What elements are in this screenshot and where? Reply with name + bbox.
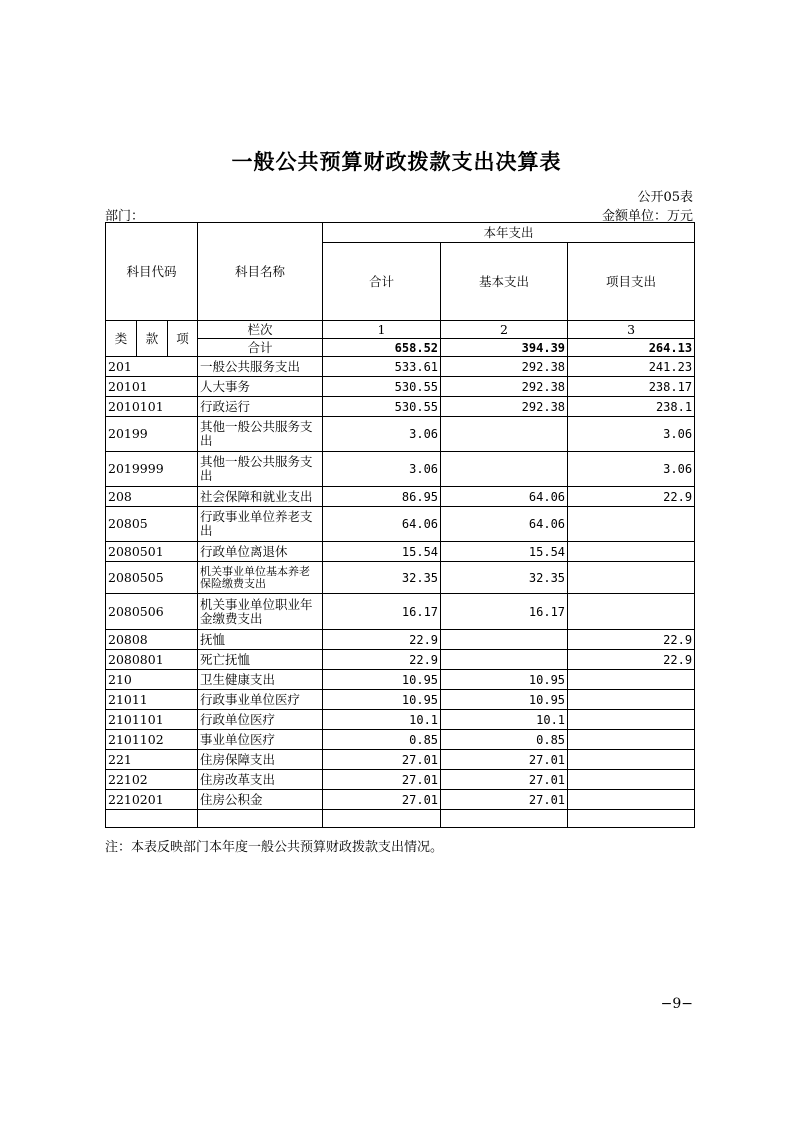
row-total: 530.55: [323, 397, 441, 417]
table-row: [106, 562, 695, 594]
table-row: [106, 750, 695, 770]
table-row: [106, 730, 695, 750]
row-name: 机关事业单位基本养老保险缴费支出: [198, 562, 323, 594]
row-total: 10.95: [323, 670, 441, 690]
header-col1: 1: [323, 321, 441, 339]
row-total: 27.01: [323, 750, 441, 770]
row-project: [568, 730, 695, 750]
row-basic: 27.01: [441, 770, 568, 790]
row-total: 15.54: [323, 542, 441, 562]
row-basic: [441, 630, 568, 650]
header-subject-name: 科目名称: [198, 223, 323, 321]
row-code: 2080505: [106, 562, 198, 594]
header-project: 项目支出: [568, 243, 695, 321]
row-code: 2080501: [106, 542, 198, 562]
header-total: 合计: [323, 243, 441, 321]
row-project: 22.9: [568, 630, 695, 650]
table-row: [106, 810, 695, 828]
row-name: 事业单位医疗: [198, 730, 323, 750]
table-row: [106, 650, 695, 670]
row-total: 86.95: [323, 487, 441, 507]
row-basic: [441, 810, 568, 828]
row-basic: 10.1: [441, 710, 568, 730]
row-project: [568, 594, 695, 630]
row-name: 住房改革支出: [198, 770, 323, 790]
row-project: [568, 810, 695, 828]
row-basic: 64.06: [441, 487, 568, 507]
header-lei: 类: [106, 321, 137, 357]
row-code: 2101102: [106, 730, 198, 750]
page-number: −9−: [660, 996, 693, 1012]
row-name: 机关事业单位职业年金缴费支出: [198, 594, 323, 630]
unit-label: 金额单位：万元: [601, 209, 693, 224]
sum-label: 合计: [198, 339, 323, 357]
header-year-expense: 本年支出: [323, 223, 695, 243]
row-project: 3.06: [568, 417, 695, 452]
expense-table: [105, 222, 695, 828]
row-basic: [441, 417, 568, 452]
row-code: 201: [106, 357, 198, 377]
row-name: 行政运行: [198, 397, 323, 417]
row-name: 行政单位离退休: [198, 542, 323, 562]
row-total: 27.01: [323, 790, 441, 810]
table-row: [106, 417, 695, 452]
row-name: 其他一般公共服务支出: [198, 452, 323, 487]
row-total: 16.17: [323, 594, 441, 630]
table-row: [106, 357, 695, 377]
row-basic: 27.01: [441, 750, 568, 770]
row-basic: 64.06: [441, 507, 568, 542]
row-name: 行政事业单位医疗: [198, 690, 323, 710]
row-code: [106, 810, 198, 828]
row-total: 3.06: [323, 417, 441, 452]
row-code: 20101: [106, 377, 198, 397]
page-title: 一般公共预算财政拨款支出决算表: [231, 150, 562, 174]
row-code: 221: [106, 750, 198, 770]
row-total: 0.85: [323, 730, 441, 750]
row-project: [568, 562, 695, 594]
row-total: 32.35: [323, 562, 441, 594]
header-column-no: 栏次: [198, 321, 323, 339]
row-code: 2010101: [106, 397, 198, 417]
row-code: 208: [106, 487, 198, 507]
row-project: [568, 670, 695, 690]
row-code: 20805: [106, 507, 198, 542]
row-basic: [441, 452, 568, 487]
row-basic: [441, 650, 568, 670]
table-row: [106, 487, 695, 507]
row-project: [568, 690, 695, 710]
row-total: 10.1: [323, 710, 441, 730]
form-number: 公开05表: [637, 190, 693, 205]
header-basic: 基本支出: [441, 243, 568, 321]
row-project: 22.9: [568, 650, 695, 670]
row-basic: 0.85: [441, 730, 568, 750]
row-code: 2019999: [106, 452, 198, 487]
row-project: 241.23: [568, 357, 695, 377]
table-row: [106, 397, 695, 417]
row-total: 10.95: [323, 690, 441, 710]
table-row: [106, 377, 695, 397]
row-name: 行政事业单位养老支出: [198, 507, 323, 542]
row-total: 3.06: [323, 452, 441, 487]
table-row: [106, 542, 695, 562]
row-name: 卫生健康支出: [198, 670, 323, 690]
row-name: 一般公共服务支出: [198, 357, 323, 377]
row-project: 238.17: [568, 377, 695, 397]
row-project: [568, 770, 695, 790]
table-row: [106, 790, 695, 810]
row-project: 22.9: [568, 487, 695, 507]
row-project: [568, 790, 695, 810]
row-name: 其他一般公共服务支出: [198, 417, 323, 452]
header-subject-code: 科目代码: [106, 223, 198, 321]
row-code: 20808: [106, 630, 198, 650]
row-code: 22102: [106, 770, 198, 790]
row-basic: 32.35: [441, 562, 568, 594]
row-code: 2101101: [106, 710, 198, 730]
row-project: [568, 710, 695, 730]
row-basic: 10.95: [441, 670, 568, 690]
row-name: 死亡抚恤: [198, 650, 323, 670]
row-project: [568, 750, 695, 770]
row-total: 530.55: [323, 377, 441, 397]
row-total: 22.9: [323, 650, 441, 670]
row-name: [198, 810, 323, 828]
table-row: [106, 507, 695, 542]
row-name: 住房公积金: [198, 790, 323, 810]
row-code: 21011: [106, 690, 198, 710]
row-code: 2080801: [106, 650, 198, 670]
row-name: 人大事务: [198, 377, 323, 397]
header-col3: 3: [568, 321, 695, 339]
footnote: 注：本表反映部门本年度一般公共预算财政拨款支出情况。: [105, 840, 444, 855]
row-basic: 15.54: [441, 542, 568, 562]
row-basic: 292.38: [441, 397, 568, 417]
row-total: 22.9: [323, 630, 441, 650]
row-code: 210: [106, 670, 198, 690]
row-code: 2080506: [106, 594, 198, 630]
table-row: [106, 452, 695, 487]
table-row: [106, 670, 695, 690]
row-basic: 292.38: [441, 357, 568, 377]
header-kuan: 款: [137, 321, 168, 357]
row-basic: 10.95: [441, 690, 568, 710]
row-total: 27.01: [323, 770, 441, 790]
row-basic: 292.38: [441, 377, 568, 397]
row-total: [323, 810, 441, 828]
row-project: [568, 507, 695, 542]
table-row: [106, 770, 695, 790]
header-col2: 2: [441, 321, 568, 339]
sum-basic: 394.39: [441, 339, 568, 357]
table-row: [106, 594, 695, 630]
row-name: 住房保障支出: [198, 750, 323, 770]
row-basic: 16.17: [441, 594, 568, 630]
table-row: [106, 710, 695, 730]
row-project: [568, 542, 695, 562]
department-label: 部门：: [105, 209, 145, 224]
table-row: [106, 690, 695, 710]
row-total: 533.61: [323, 357, 441, 377]
row-code: 2210201: [106, 790, 198, 810]
row-code: 20199: [106, 417, 198, 452]
row-name: 抚恤: [198, 630, 323, 650]
row-basic: 27.01: [441, 790, 568, 810]
row-name: 社会保障和就业支出: [198, 487, 323, 507]
row-project: 238.1: [568, 397, 695, 417]
sum-project: 264.13: [568, 339, 695, 357]
row-total: 64.06: [323, 507, 441, 542]
header-xiang: 项: [168, 321, 198, 357]
row-project: 3.06: [568, 452, 695, 487]
sum-total: 658.52: [323, 339, 441, 357]
row-name: 行政单位医疗: [198, 710, 323, 730]
table-row: [106, 630, 695, 650]
